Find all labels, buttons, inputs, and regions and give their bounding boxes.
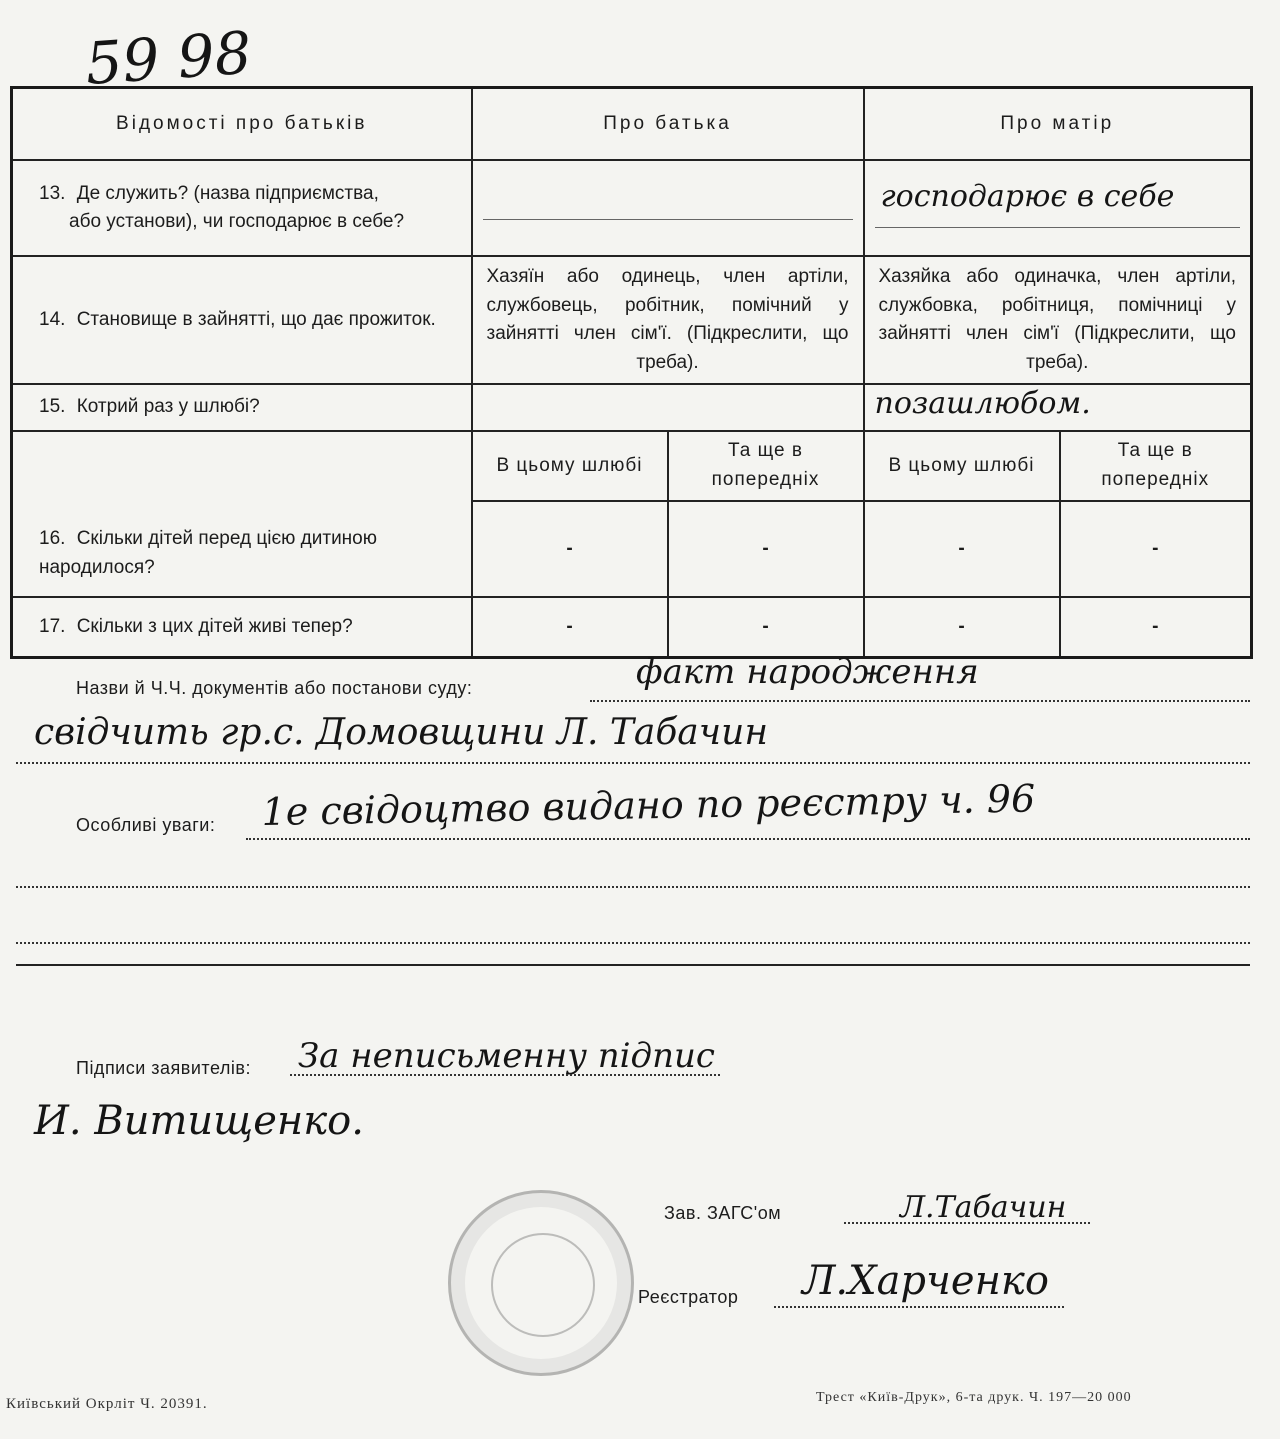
footer-right: Трест «Київ-Друк», 6-та друк. Ч. 197—20 000 bbox=[816, 1390, 1132, 1405]
head-signature: Л.Табачин bbox=[900, 1190, 1067, 1225]
question-14 bbox=[12, 256, 472, 384]
father-workplace bbox=[472, 160, 864, 256]
question-number: 16. bbox=[39, 528, 66, 549]
head-sign-line bbox=[844, 1222, 1090, 1224]
mother-marriage-hand: позашлюбом. bbox=[874, 386, 1091, 421]
mother-workplace-hand: господарює в себе bbox=[880, 179, 1175, 214]
head-label: Зав. ЗАГС'ом bbox=[664, 1203, 782, 1223]
table-row-q17 bbox=[12, 597, 1252, 657]
official-stamp bbox=[448, 1190, 634, 1376]
table-row-q13 bbox=[12, 160, 1252, 256]
father-marriage-count bbox=[472, 384, 864, 431]
table-row-q15 bbox=[12, 384, 1252, 431]
header-about-mother: Про матір bbox=[864, 88, 1252, 161]
table-header-row bbox=[12, 88, 1252, 161]
table-row-q16 bbox=[12, 431, 1252, 501]
remarks-line-3 bbox=[16, 942, 1250, 944]
question-text: Становище в зайнятті, що дає прожиток. bbox=[76, 308, 436, 330]
header-parents-info: Відомості про батьків bbox=[12, 88, 472, 161]
table-row-q14 bbox=[12, 256, 1252, 384]
signatures-hand-line1: За неписьменну підпис bbox=[298, 1036, 715, 1076]
question-number: 15. bbox=[39, 396, 66, 418]
mother-workplace bbox=[864, 160, 1252, 256]
documents-hand-line2: свідчить гр.с. Домовщини Л. Табачин bbox=[34, 712, 769, 753]
q16-father-previous: - bbox=[668, 501, 864, 597]
remarks-hand: 1е свідоцтво видано по реєстру ч. 96 bbox=[261, 776, 1036, 834]
q17-mother-previous: - bbox=[1060, 597, 1252, 657]
stamp-emblem bbox=[491, 1233, 595, 1337]
question-number: 14. bbox=[39, 308, 66, 330]
question-15 bbox=[12, 384, 472, 431]
signatures-line bbox=[290, 1074, 720, 1076]
q17-father-this: - bbox=[472, 597, 668, 657]
remarks-line-2 bbox=[16, 886, 1250, 888]
parents-info-table bbox=[10, 86, 1253, 659]
question-text: Котрий раз у шлюбі? bbox=[76, 396, 260, 418]
archive-number: 59 98 bbox=[83, 18, 254, 98]
mother-previous-header: Та ще в попередніх bbox=[1060, 431, 1252, 501]
registrar-label: Реєстратор bbox=[638, 1287, 739, 1307]
mother-marriage-count bbox=[864, 384, 1252, 431]
question-17 bbox=[12, 597, 472, 657]
question-13 bbox=[12, 160, 472, 256]
q16-father-this: - bbox=[472, 501, 668, 597]
question-16 bbox=[12, 431, 472, 597]
question-text: Скільки дітей перед цією дитиною народилося? bbox=[39, 528, 377, 578]
mother-occupation-options: Хазяйка або одиначка, член артіли, службовка, робітниця, помічниці у зайнятті член сім'ї (Підкреслити, що треба). bbox=[864, 256, 1252, 384]
header-about-father: Про батька bbox=[472, 88, 864, 161]
signatures-hand-line2: И. Витищенко. bbox=[34, 1098, 364, 1144]
registrar-signature: Л.Харченко bbox=[802, 1258, 1049, 1304]
mother-this-marriage-header: В цьому шлюбі bbox=[864, 431, 1060, 501]
documents-line-1 bbox=[590, 700, 1250, 702]
documents-label: Назви й Ч.Ч. документів або постанови суду: bbox=[76, 678, 473, 698]
q16-mother-previous: - bbox=[1060, 501, 1252, 597]
remarks-label: Особливі уваги: bbox=[76, 815, 216, 835]
question-text-line1: Де служить? (назва підприємства, bbox=[76, 182, 379, 204]
father-occupation-options: Хазяїн або одинець, член артіли, службовець, робітник, помічний у зайнятті член сім'ї. (Підкреслити, що треба). bbox=[472, 256, 864, 384]
q16-mother-this: - bbox=[864, 501, 1060, 597]
q17-father-previous: - bbox=[668, 597, 864, 657]
footer-left: Київський Окрліт Ч. 20391. bbox=[6, 1396, 208, 1412]
question-text-line2: або установи), чи господарює в себе? bbox=[69, 211, 405, 232]
question-number: 17. bbox=[39, 615, 66, 637]
father-previous-header: Та ще в попередніх bbox=[668, 431, 864, 501]
father-this-marriage-header: В цьому шлюбі bbox=[472, 431, 668, 501]
remarks-line-1 bbox=[246, 838, 1250, 840]
documents-line-2 bbox=[16, 762, 1250, 764]
section-divider bbox=[16, 964, 1250, 966]
q17-mother-this: - bbox=[864, 597, 1060, 657]
question-text: Скільки з цих дітей живі тепер? bbox=[76, 615, 353, 637]
question-number: 13. bbox=[39, 182, 66, 204]
registrar-sign-line bbox=[774, 1306, 1064, 1308]
documents-hand-line1: факт народження bbox=[636, 652, 979, 692]
signatures-label: Підписи заявителів: bbox=[76, 1058, 251, 1078]
